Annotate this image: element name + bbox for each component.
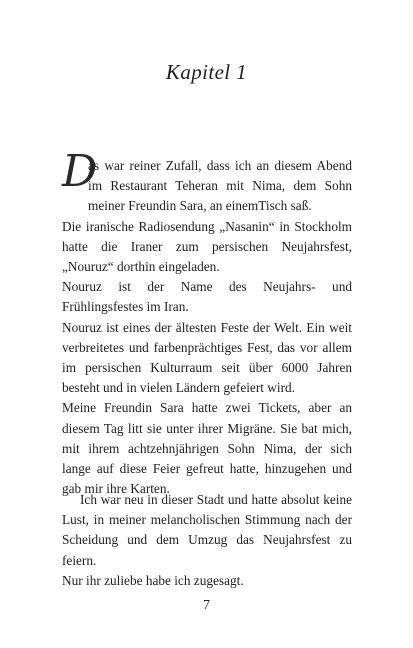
body-text-section-1	[62, 156, 352, 499]
paragraph-2: Die iranische Radiosendung „Nasanin“ in Stockholm hatte die Iraner zum persischen Neujahrsfest, „Nouruz“ dorthin eingeladen.	[62, 218, 352, 275]
paragraph-6: Ich war neu in dieser Stadt und hatte absolut keine Lust, in meiner melancholischen Stimmung nach der Scheidung und dem Umzug das Neujahrsfest zu feiern.	[62, 492, 352, 568]
paragraph-4: Nouruz ist eines der ältesten Feste der Welt. Ein weit verbreitetes und farbenprächtiges Fest, das vor allem im persischen Kulturraum seit über 6000 Jahren besteht und in vielen Ländern gefeiert wird.	[62, 319, 352, 396]
paragraph-1: as war reiner Zufall, dass ich an diesem Abend im Restaurant Teheran mit Nima, dem Sohn meiner Freundin Sara, an einemTisch saß.	[88, 158, 352, 214]
paragraph-5: Meine Freundin Sara hatte zwei Tickets, aber an diesem Tag litt sie unter ihrer Migräne. Sie bat mich, mit ihrem achtzehnjährigen Sohn Nima, der sich lange auf diese Feier gefreut hatte, hinzugehen und gab mir ihre Karten.	[62, 400, 352, 497]
body-text-section-2	[62, 490, 352, 591]
paragraph-3: Nouruz ist der Name des Neujahrs- und Frühlingsfestes im Iran.	[62, 279, 352, 315]
page-number: 7	[203, 598, 210, 613]
paragraph-7: Nur ihr zuliebe habe ich zugesagt.	[62, 572, 244, 588]
drop-cap-letter: D	[62, 146, 98, 197]
chapter-title: Kapitel 1	[165, 60, 248, 84]
